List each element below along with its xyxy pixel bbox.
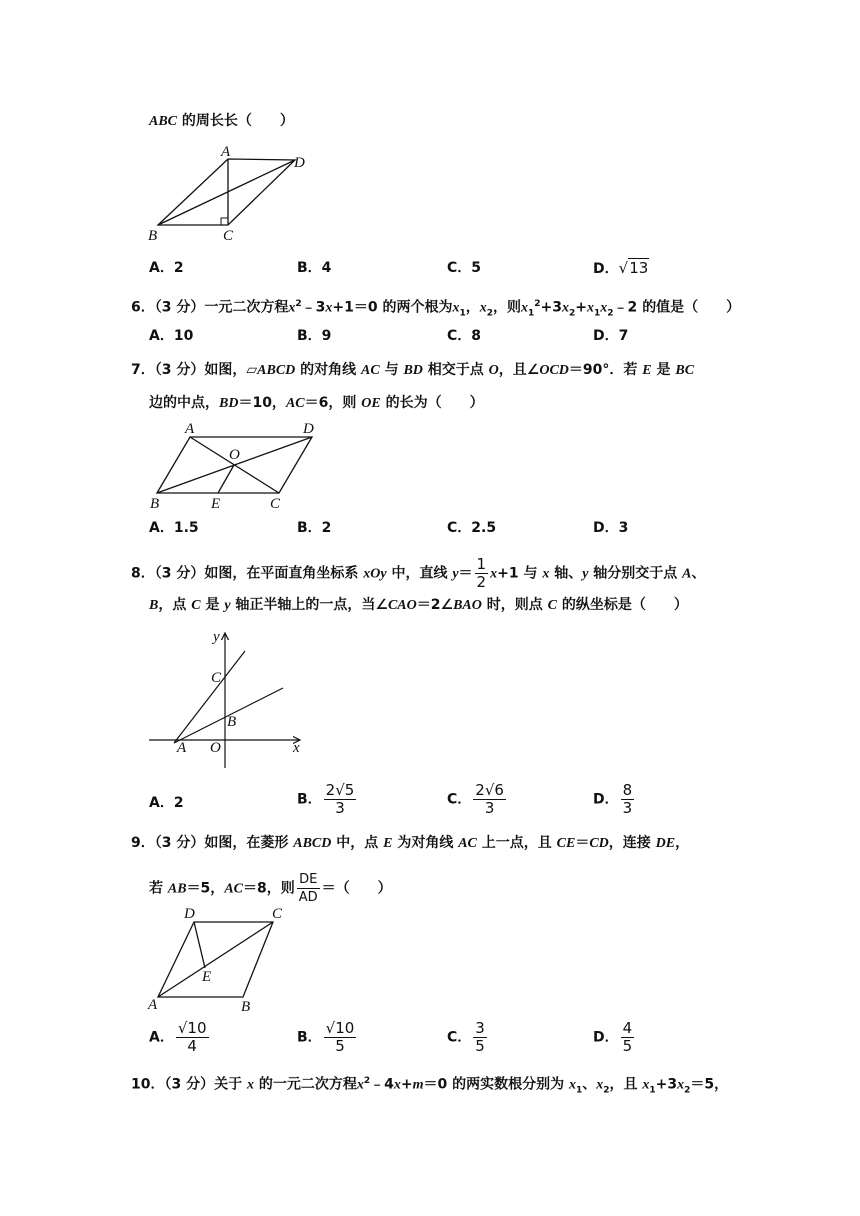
q8-slope-fraction: $\frac{1}{2}$ xyxy=(476,555,487,591)
q5-label-b: B xyxy=(148,228,158,244)
q7-option-b: B．2 xyxy=(297,520,332,536)
q8-option-b: B． $\frac{2√5}{3}$ xyxy=(297,781,355,817)
q5-option-c: C．5 xyxy=(447,260,482,276)
q5-option-d: D．√13 xyxy=(593,259,649,277)
q9-option-a: A． $\frac{√10}{4}$ xyxy=(149,1019,207,1055)
q8-label-x: x xyxy=(293,740,300,756)
q8-option-a: A．2 xyxy=(149,795,184,811)
q7-option-d: D．3 xyxy=(593,520,629,536)
q8-label-c: C xyxy=(211,670,222,686)
q5-label-c: C xyxy=(223,228,234,244)
q9-label-b: B xyxy=(241,999,251,1015)
q5-option-b: B．4 xyxy=(297,260,332,276)
q9-option-b: B． $\frac{√10}{5}$ xyxy=(297,1019,355,1055)
q9-option-c: C． $\frac{3}{5}$ xyxy=(447,1019,485,1055)
q5-stem-tail: ABC 的周长长（ ） xyxy=(149,113,294,129)
q8-stem-line2: B，点 C 是 y 轴正半轴上的一点，当∠CAO＝2∠BAO 时，则点 C 的纵坐标是（ ） xyxy=(149,597,688,613)
q10-stem: 10．（3 分）关于 x 的一元二次方程$x^2﹣4x+m=0$ 的两实数根分别为 $x_1$、$x_2$，且 $x_1+3x_2=5$， xyxy=(131,1076,729,1096)
q8-stem-line1: 8．（3 分）如图，在平面直角坐标系 xOy 中，直线 y＝ $\frac{1}{2}$ x+1 与 x 轴、y 轴分别交于点 A、 xyxy=(131,555,706,591)
q6-option-b: B．9 xyxy=(297,328,332,344)
q5-option-a: A．2 xyxy=(149,260,184,276)
q7-stem-line1: 7．（3 分）如图，▱ABCD 的对角线 AC 与 BD 相交于点 O，且∠OCD＝90°．若 E 是 BC xyxy=(131,362,695,378)
q9-stem-line1: 9．（3 分）如图，在菱形 ABCD 中，点 E 为对角线 AC 上一点，且 CE＝CD，连接 DE， xyxy=(131,835,690,851)
q6-option-a: A．10 xyxy=(149,328,194,344)
q9-stem-line2: 若 AB＝5，AC＝8，则 $\frac{DE}{AD}$ ＝（ ） xyxy=(149,872,392,905)
q6-stem: 6．（3 分）一元二次方程$x^2﹣3x+1=0$ 的两个根为$x_1$，$x_2$，则$x_1^2+3x_2+x_1x_2﹣2$ 的值是（ ） xyxy=(131,299,741,319)
q9-label-a: A xyxy=(148,997,158,1013)
q6-option-c: C．8 xyxy=(447,328,482,344)
q7-label-o: O xyxy=(229,447,240,463)
q5-label-a: A xyxy=(221,144,231,160)
q8-label-y: y xyxy=(213,629,220,645)
q5-label-d: D xyxy=(294,155,305,171)
q9-ratio-fraction: $\frac{DE}{AD}$ xyxy=(298,872,318,905)
q7-label-d: D xyxy=(303,421,314,437)
q8-option-d: D． $\frac{8}{3}$ xyxy=(593,781,633,817)
q9-label-e: E xyxy=(202,969,212,985)
q6-option-d: D．7 xyxy=(593,328,629,344)
q9-label-c: C xyxy=(272,906,283,922)
q9-option-d: D． $\frac{4}{5}$ xyxy=(593,1019,633,1055)
sqrt-symbol: √13 xyxy=(618,259,649,277)
q8-label-b: B xyxy=(227,714,237,730)
q7-label-e: E xyxy=(211,496,221,512)
q7-label-b: B xyxy=(150,496,160,512)
q8-label-a: A xyxy=(177,740,187,756)
q9-label-d: D xyxy=(184,906,195,922)
q7-stem-line2: 边的中点，BD＝10，AC＝6，则 OE 的长为（ ） xyxy=(149,395,484,411)
q7-label-a: A xyxy=(185,421,195,437)
q7-option-a: A．1.5 xyxy=(149,520,199,536)
q7-option-c: C．2.5 xyxy=(447,520,497,536)
q8-label-o: O xyxy=(210,740,221,756)
q7-label-c: C xyxy=(270,496,281,512)
q8-option-c: C． $\frac{2√6}{3}$ xyxy=(447,781,504,817)
